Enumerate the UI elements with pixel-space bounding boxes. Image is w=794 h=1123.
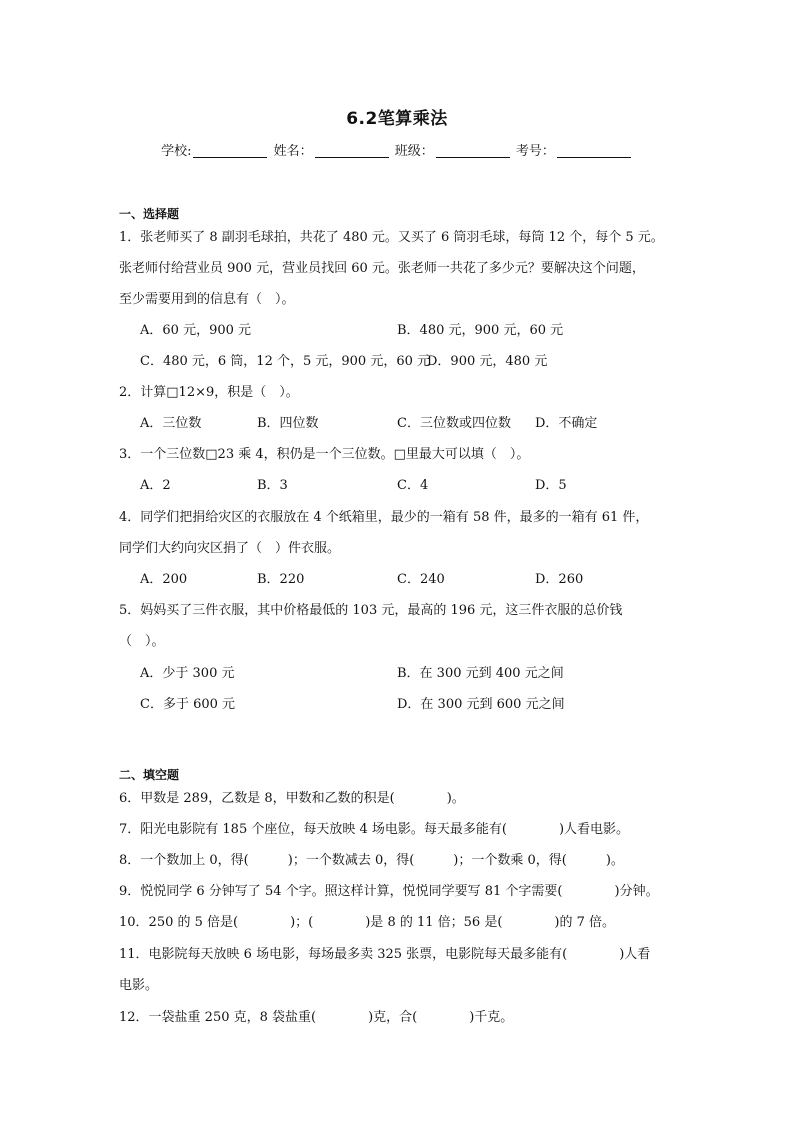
q1-line-1: 1．张老师买了 8 副羽毛球拍，共花了 480 元。又买了 6 筒羽毛球，每筒 12 个，每个 5 元。: [119, 230, 664, 245]
class-label: 班级：: [394, 144, 434, 159]
q5-line-2: （ ）。: [119, 634, 165, 649]
q11-line-1: 11．电影院每天放映 6 场电影，每场最多卖 325 张票，电影院每天最多能有( )人看: [119, 947, 651, 962]
q7-line: 7．阳光电影院有 185 个座位，每天放映 4 场电影。每天最多能有( )人看电影。: [119, 822, 630, 837]
school-blank[interactable]: [193, 143, 267, 158]
q4-line-1: 4．同学们把捐给灾区的衣服放在 4 个纸箱里，最少的一箱有 58 件，最多的一箱有 61 件，: [119, 510, 649, 525]
q5-option-b[interactable]: B．在 300 元到 400 元之间: [397, 666, 564, 681]
q10-line: 10．250 的 5 倍是( )；( )是 8 的 11 倍；56 是( )的 7 倍。: [119, 915, 616, 930]
q1-option-b[interactable]: B．480 元，900 元，60 元: [397, 323, 564, 338]
q3-line-1: 3．一个三位数□23 乘 4，积仍是一个三位数。□里最大可以填（ ）。: [119, 447, 530, 462]
q5-option-a[interactable]: A．少于 300 元: [140, 666, 235, 681]
q2-option-b[interactable]: B．四位数: [257, 416, 319, 431]
q5-option-d[interactable]: D．在 300 元到 600 元之间: [397, 697, 565, 712]
q2-option-c[interactable]: C．三位数或四位数: [397, 416, 511, 431]
q9-line: 9．悦悦同学 6 分钟写了 54 个字。照这样计算，悦悦同学要写 81 个字需要( )分钟。: [119, 884, 659, 899]
q4-option-c[interactable]: C．240: [397, 572, 445, 587]
q2-line-1: 2．计算□12×9，积是（ ）。: [119, 385, 299, 400]
q2-option-a[interactable]: A．三位数: [140, 416, 202, 431]
number-blank[interactable]: [557, 143, 631, 158]
q11-line-2: 电影。: [119, 978, 159, 993]
q4-line-2: 同学们大约向灾区捐了（ ）件衣服。: [119, 541, 341, 556]
q1-line-3: 至少需要用到的信息有（ ）。: [119, 292, 295, 307]
number-label: 考号：: [515, 144, 555, 159]
q5-option-c[interactable]: C．多于 600 元: [140, 697, 236, 712]
q8-line: 8．一个数加上 0，得( )；一个数减去 0，得( )；一个数乘 0，得( )。: [119, 853, 624, 868]
q1-option-a[interactable]: A．60 元，900 元: [140, 323, 252, 338]
q12-line: 12．一袋盐重 250 克，8 袋盐重( )克，合( )千克。: [119, 1010, 514, 1025]
q2-option-d[interactable]: D．不确定: [535, 416, 598, 431]
q5-line-1: 5．妈妈买了三件衣服，其中价格最低的 103 元，最高的 196 元，这三件衣服的总价钱: [119, 603, 623, 618]
student-info-line: [0, 140, 794, 159]
name-blank[interactable]: [315, 143, 389, 158]
school-label: 学校:: [161, 144, 192, 159]
q3-option-b[interactable]: B．3: [257, 478, 288, 493]
q3-option-c[interactable]: C．4: [397, 478, 429, 493]
q1-line-2: 张老师付给营业员 900 元，营业员找回 60 元。张老师一共花了多少元？要解决这个问题，: [119, 261, 645, 276]
class-blank[interactable]: [436, 143, 510, 158]
q4-option-b[interactable]: B．220: [257, 572, 305, 587]
q3-option-d[interactable]: D．5: [535, 478, 567, 493]
section-heading-fill: 二、填空题: [119, 768, 180, 782]
q6-line: 6．甲数是 289，乙数是 8，甲数和乙数的积是( )。: [119, 791, 465, 806]
name-label: 姓名：: [273, 144, 313, 159]
q1-option-c[interactable]: C．480 元，6 筒，12 个，5 元，900 元，60 元: [140, 354, 430, 369]
section-heading-choice: 一、选择题: [119, 207, 180, 221]
q3-option-a[interactable]: A．2: [140, 478, 171, 493]
q1-option-d[interactable]: D．900 元，480 元: [427, 354, 548, 369]
q4-option-d[interactable]: D．260: [535, 572, 584, 587]
q4-option-a[interactable]: A．200: [140, 572, 188, 587]
page-title: 6.2笔算乘法: [346, 109, 448, 129]
